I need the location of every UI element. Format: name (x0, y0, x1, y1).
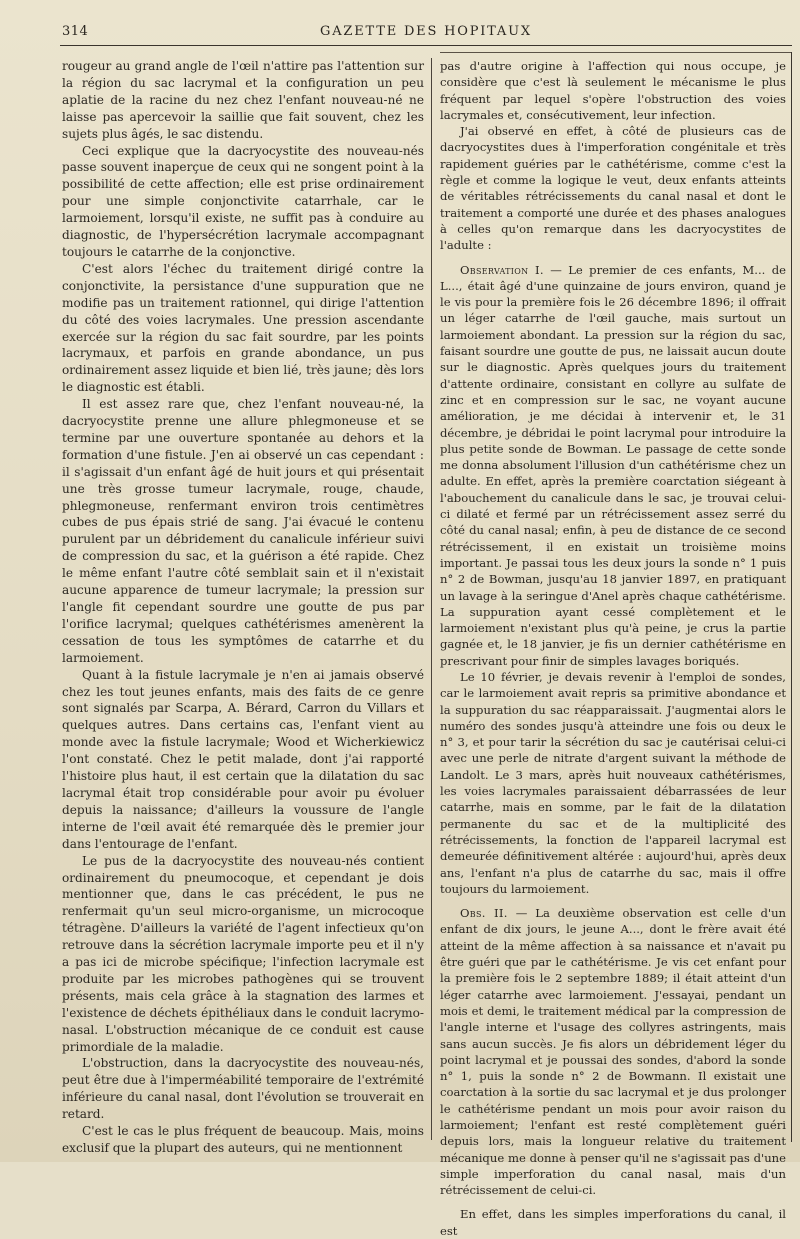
observation-text: — Le premier de ces enfants, M... de L..., était âgé d'une quinzaine de jours environ, quand je le vis pour la première fois le 26 décembre 1896; il offrait un léger catarrhe de l'œil gauche, mais surtout un larmoiement abondant. La pression sur la région du sac, faisant sourdre une goutte de pus, ne laissait aucun doute sur le diagnostic. Après quelques jours du traitement d'attente ordinaire, consistant en collyre au sulfate de zinc et en compression sur le sac, ne voyant aucune amélioration, je me décidai à intervenir et, le 31 décembre, je débridai le point lacrymal pour introduire la plus petite sonde de Bowman. Le passage de cette sonde me donna absolument l'illusion d'un cathétérisme chez un adulte. En effet, après la première coarctation siégeant à l'abouchement du canalicule dans le sac, je trouvai celui-ci dilaté et fermé par un rétrécissement assez serré du côté du canal nasal; enfin, à peu de distance de ce second rétrécissement, il en existait un troisième moins important. Je passai tous les deux jours la sonde n° 1 puis n° 2 de Bowman, jusqu'au 18 janvier 1897, en pratiquant un lavage à la seringue d'Anel après chaque cathétérisme. La suppuration ayant cessé complètement et le larmoiement n'existant plus qu'à peine, je crus la partie gagnée et, le 18 janvier, je fis un dernier cathétérisme en prescrivant pour finir de simples lavages boriqués. (440, 262, 786, 668)
observation-label: Observation I. (460, 262, 544, 277)
paragraph: Le pus de la dacryocystite des nouveau-nés contient ordinairement du pneumocoque, et cependant je dois mentionner que, dans le cas précédent, le pus ne renfermait qu'un seul micro-organisme, un microcoque tétragène. D'ailleurs la variété de l'agent infectieux qu'on retrouve dans la sécrétion lacrymale importe peu et il n'y a pas ici de microbe spécifique; l'infection lacrymale est produite par les microbes pathogènes qui se trouvent présents, mais cela grâce à la stagnation des larmes et l'existence de déchets épithéliaux dans le conduit lacrymo-nasal. L'obstruction mécanique de ce conduit est cause primordiale de la maladie. (62, 853, 424, 1054)
header-rule-secondary (440, 52, 792, 53)
paragraph: J'ai observé en effet, à côté de plusieurs cas de dacryocystites dues à l'imperforation congénitale et très rapidement guéries par le cathétérisme, comme c'est la règle et comme la logique le veut, deux enfants atteints de véritables rétrécissements du canal nasal et dont le traitement a comporté une durée et des phases analogues à celles qu'on remarque dans les dacryocystites de l'adulte : (440, 124, 786, 253)
observation-text: — La deuxième observation est celle d'un enfant de dix jours, le jeune A..., dont le frère avait été atteint de la même affection à sa naissance et n'avait pu être guéri que par le cathétérisme. Je vis cet enfant pour la première fois le 2 septembre 1889; il était atteint d'un léger catarrhe avec larmoiement. J'essayai, pendant un mois et demi, le traitement médical par la compression de l'angle interne et l'usage des collyres astringents, mais sans aucun succès. Je fis alors un débridement léger du point lacrymal et je poussai des sondes, d'abord la sonde n° 1, puis la sonde n° 2 de Bowmann. Il existait une coarctation à la sortie du sac lacrymal et je dus prolonger le cathétérisme pendant un mois pour avoir raison du larmoiement; l'enfant est resté complètement guéri depuis lors, mais la longueur relative du traitement mécanique me donne à penser qu'il ne s'agissait pas d'une simple imperforation du canal nasal, mais d'un rétrécissement de celui-ci. (440, 906, 786, 1198)
observation-1 (440, 262, 786, 669)
header-rule (60, 45, 792, 46)
paragraph: Quant à la fistule lacrymale je n'en ai jamais observé chez les tout jeunes enfants, mais des faits de ce genre sont signalés par Scarpa, A. Bérard, Carron du Villars et quelques autres. Dans certains cas, l'enfant vient au monde avec la fistule lacrymale; Wood et Wicherkiewicz l'ont constaté. Chez le petit malade, dont j'ai rapporté l'histoire plus haut, il est certain que la dilatation du sac lacrymal était trop considérable pour avoir pu évoluer depuis la naissance; d'ailleurs la voussure de l'angle interne de l'œil avait été remarquée dès le premier jour dans l'entourage de l'enfant. (62, 667, 424, 851)
column-divider (431, 58, 432, 1140)
paragraph: Ceci explique que la dacryocystite des nouveau-nés passe souvent inaperçue de ceux qui ne songent point à la possibilité de cette affection; elle est prise ordinairement pour une simple conjonctivite catarrhale, car le larmoiement, lorsqu'il existe, ne suffit pas à conduire au diagnostic, de l'hypersécrétion lacrymale accompagnant toujours le catarrhe de la conjonctive. (62, 143, 424, 259)
paragraph: rougeur au grand angle de l'œil n'attire pas l'attention sur la région du sac lacrymal et la configuration un peu aplatie de la racine du nez chez l'enfant nouveau-né ne laisse pas apercevoir la saillie que fait souvent, chez les sujets plus âgés, le sac distendu. (62, 59, 424, 141)
right-border (791, 52, 792, 1142)
right-column (440, 58, 786, 1239)
paragraph: L'obstruction, dans la dacryocystite des nouveau-nés, peut être due à l'imperméabilité temporaire de l'extrémité inférieure du canal nasal, dont l'évolution se trouverait en retard. (62, 1056, 424, 1122)
paragraph: C'est le cas le plus fréquent de beaucoup. Mais, moins exclusif que la plupart des auteurs, qui ne mentionnent (62, 1124, 424, 1155)
running-title: GAZETTE DES HOPITAUX (320, 24, 532, 39)
left-column (62, 58, 424, 1157)
page-header (62, 20, 790, 46)
observation-2 (440, 905, 786, 1198)
paragraph: pas d'autre origine à l'affection qui nous occupe, je considère que c'est là seulement le mécanisme le plus fréquent par lequel s'opère l'obstruction des voies lacrymales et, consécutivement, leur infection. (440, 59, 786, 122)
paragraph: Le 10 février, je devais revenir à l'emploi de sondes, car le larmoiement avait repris sa primitive abondance et la suppuration du sac réapparaissait. J'augmentai alors le numéro des sondes jusqu'à atteindre une fois ou deux le n° 3, et pour tarir la sécrétion du sac je cautérisai celui-ci avec une perle de nitrate d'argent suivant la méthode de Landolt. Le 3 mars, après huit nouveaux cathétérismes, les voies lacrymales paraissaient débarrassées de leur catarrhe, mais en somme, par le fait de la dilatation permanente du sac et de la multiplicité des rétrécissements, la fonction de l'appareil lacrymal est demeurée définitivement altérée : aujourd'hui, après deux ans, l'enfant n'a plus de catarrhe du sac, mais il offre toujours du larmoiement. (440, 669, 786, 896)
page-number: 314 (62, 24, 89, 39)
observation-label: Obs. II. (460, 906, 508, 921)
paragraph: Il est assez rare que, chez l'enfant nouveau-né, la dacryocystite prenne une allure phlegmoneuse et se termine par une ouverture spontanée au dehors et la formation d'une fistule. J'en ai observé un cas cependant : il s'agissait d'un enfant âgé de huit jours et qui présentait une très grosse tumeur lacrymale, rouge, chaude, phlegmoneuse, renfermant environ trois centimètres cubes de pus épais strié de sang. J'ai évacué le contenu purulent par un débridement du canalicule inférieur suivi de compression du sac, et la guérison a été rapide. Chez le même enfant l'autre côté semblait sain et il n'existait aucune apparence de tumeur lacrymale; la pression sur l'angle fit cependant sourdre une goutte de pus par l'orifice lacrymal; quelques cathétérismes amenèrent la cessation de tous les symptômes de catarrhe et du larmoiement. (62, 397, 424, 665)
paragraph: C'est alors l'échec du traitement dirigé contre la conjonctivite, la persistance d'une suppuration que ne modifie pas un traitement rationnel, qui dirige l'attention du côté des voies lacrymales. Une pression ascendante exercée sur la région du sac fait sourdre, par les points lacrymaux, et parfois en grande abondance, un pus ordinairement assez liquide et bien lié, très jaune; dès lors le diagnostic est établi. (62, 261, 424, 395)
paragraph: En effet, dans les simples imperforations du canal, il est (440, 1207, 786, 1238)
